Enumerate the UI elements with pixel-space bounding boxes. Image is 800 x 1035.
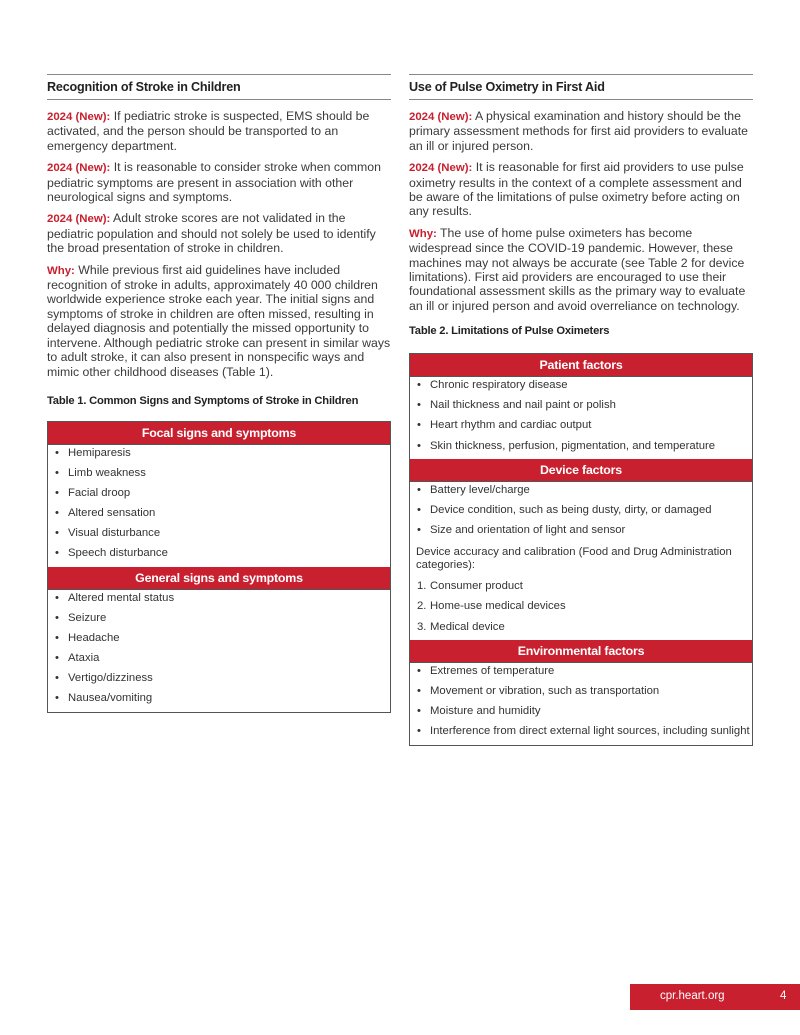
list-item: • Movement or vibration, such as transportation	[410, 685, 752, 698]
paragraph-text: A physical examination and history should be the primary assessment methods for first aid providers to evaluate an ill or injured person.	[409, 109, 748, 153]
section-heading-stroke: Recognition of Stroke in Children	[47, 74, 391, 100]
list-item: • Limb weakness	[48, 467, 390, 480]
list-item: • Device condition, such as being dusty, dirty, or damaged	[410, 504, 752, 517]
paragraph	[47, 160, 391, 204]
environmental-factors-list	[410, 663, 752, 745]
new-tag: 2024 (New):	[409, 111, 473, 123]
general-signs-list	[48, 590, 390, 712]
new-tag: 2024 (New):	[47, 213, 111, 226]
list-item	[410, 621, 752, 634]
paragraph	[47, 109, 391, 153]
paragraph-text: It is reasonable to consider stroke when common pediatric symptoms are present in association with other neurological signs and symptoms.	[47, 160, 381, 205]
paragraph	[409, 109, 753, 153]
list-item: • Altered mental status	[48, 592, 390, 605]
list-item-label: Consumer product	[430, 580, 523, 593]
table-1-caption: Table 1. Common Signs and Symptoms of Stroke in Children	[47, 394, 359, 407]
paragraph-text: While previous first aid guidelines have included recognition of stroke in adults, approximately 40 000 children worldwide experience stroke each year. The initial signs and symptoms of stroke in children are often missed, resulting in delayed diagnosis and potentially the missed opportunity to intervene. Although pediatric stroke can present in similar ways to adult stroke, it can also present in nonspecific ways and mimic other childhood diseases (Table 1).	[47, 262, 391, 379]
paragraph-text: If pediatric stroke is suspected, EMS should be activated, and the person should be transported to an emergency department.	[47, 109, 370, 153]
paragraph	[47, 263, 391, 379]
table-section-header: Focal signs and symptoms	[48, 422, 390, 445]
paragraph	[409, 160, 753, 219]
list-item: • Chronic respiratory disease	[410, 379, 752, 392]
table-2	[409, 353, 753, 745]
list-item: • Seizure	[48, 612, 390, 625]
list-item: • Extremes of temperature	[410, 665, 752, 678]
paragraph-text: The use of home pulse oximeters has become widespread since the COVID-19 pandemic. However, these machines may not always be accurate (see Table 2 for device limitations). First aid providers are encouraged to use their foundational assessment skills as the primary way to evaluate an ill or injured person and avoid overreliance on technology.	[409, 225, 746, 313]
table-section-header: Device factors	[410, 459, 752, 482]
patient-factors-list	[410, 377, 752, 459]
table-section-header: Patient factors	[410, 354, 752, 377]
table-1	[47, 421, 391, 713]
device-categories-list	[410, 578, 752, 640]
page-footer	[630, 984, 800, 1010]
list-item: • Hemiparesis	[48, 447, 390, 460]
section-heading-pulse-oximetry: Use of Pulse Oximetry in First Aid	[409, 74, 753, 100]
list-number: 3.	[417, 620, 427, 633]
new-tag: 2024 (New):	[47, 111, 111, 123]
list-item: • Skin thickness, perfusion, pigmentation, and temperature	[410, 440, 752, 453]
table-2-caption: Table 2. Limitations of Pulse Oximeters	[409, 325, 610, 338]
list-item: • Visual disturbance	[48, 527, 390, 540]
list-item-label: Medical device	[430, 620, 505, 633]
list-item-label: Home-use medical devices	[430, 600, 566, 613]
list-item: • Ataxia	[48, 652, 390, 665]
list-item: • Nail thickness and nail paint or polish	[410, 399, 752, 412]
page-number: 4	[780, 990, 787, 1002]
list-item	[410, 600, 752, 613]
list-item: • Interference from direct external light sources, including sunlight	[410, 725, 752, 738]
list-number: 1.	[417, 580, 427, 593]
list-item: • Altered sensation	[48, 507, 390, 520]
why-tag: Why:	[409, 227, 437, 240]
paragraph	[409, 226, 753, 313]
list-item	[410, 580, 752, 593]
table-section-header: Environmental factors	[410, 640, 752, 663]
new-tag: 2024 (New):	[47, 162, 111, 175]
list-item: • Facial droop	[48, 487, 390, 500]
focal-signs-list	[48, 445, 390, 567]
device-accuracy-note: Device accuracy and calibration (Food and Drug Administration categories):	[416, 545, 732, 571]
footer-url-link[interactable]: cpr.heart.org	[660, 990, 725, 1002]
right-column	[409, 74, 753, 746]
list-item: • Moisture and humidity	[410, 705, 752, 718]
list-item: • Size and orientation of light and sensor	[410, 524, 752, 537]
new-tag: 2024 (New):	[409, 162, 473, 175]
list-item: • Heart rhythm and cardiac output	[410, 419, 752, 432]
left-column	[47, 74, 391, 713]
paragraph	[47, 211, 391, 255]
list-number: 2.	[417, 600, 427, 613]
list-item: • Vertigo/dizziness	[48, 672, 390, 685]
list-item: • Speech disturbance	[48, 547, 390, 560]
why-tag: Why:	[47, 264, 75, 277]
paragraph-text: It is reasonable for first aid providers to use pulse oximetry results in the context of a complete assessment and be aware of the limitations of pulse oximetry before acting on any results.	[409, 160, 744, 219]
list-item: • Battery level/charge	[410, 484, 752, 497]
paragraph-text: Adult stroke scores are not validated in the pediatric population and should not solely be used to identify the broad presentation of stroke in children.	[47, 211, 376, 256]
list-item: • Nausea/vomiting	[48, 692, 390, 705]
table-section-header: General signs and symptoms	[48, 567, 390, 590]
device-factors-list	[410, 482, 752, 546]
list-item: • Headache	[48, 632, 390, 645]
